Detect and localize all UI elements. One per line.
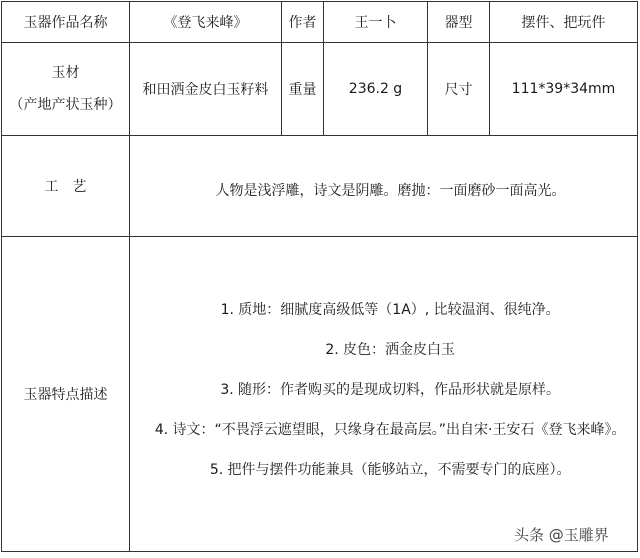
features-label: 玉器特点描述 xyxy=(2,237,130,552)
feature-text: 把件与摆件功能兼具（能够站立，不需要专门的底座）。 xyxy=(227,462,571,478)
type-label: 器型 xyxy=(428,2,490,43)
type-value: 摆件、把玩件 xyxy=(490,2,638,43)
weight-value: 236.2 g xyxy=(324,43,428,136)
features-list xyxy=(130,288,637,500)
material-label-line2: （产地产状玉种） xyxy=(9,97,122,113)
feature-item xyxy=(139,300,637,340)
size-value: 111*39*34mm xyxy=(490,43,638,136)
size-label: 尺寸 xyxy=(428,43,490,136)
source-watermark: 头条 @玉雕界 xyxy=(514,526,609,544)
author-value: 王一卜 xyxy=(324,2,428,43)
material-row xyxy=(2,43,638,136)
feature-item xyxy=(139,420,637,460)
craft-text-cell xyxy=(130,136,638,237)
features-row xyxy=(2,237,638,552)
feature-number: 5. xyxy=(209,462,224,478)
feature-item xyxy=(139,380,637,420)
weight-label: 重量 xyxy=(282,43,324,136)
feature-number: 1. xyxy=(220,302,234,318)
feature-number: 4. xyxy=(154,422,169,438)
craft-label: 工 艺 xyxy=(2,136,130,237)
work-title: 《登飞来峰》 xyxy=(130,2,282,43)
craft-row xyxy=(2,136,638,237)
material-value: 和田洒金皮白玉籽料 xyxy=(130,43,282,136)
features-cell xyxy=(130,237,638,552)
craft-text: 人物是浅浮雕，诗文是阴雕。磨抛：一面磨砂一面高光。 xyxy=(215,183,566,199)
feature-item xyxy=(139,340,637,380)
feature-text: 质地：细腻度高级低等（1A）, 比较温润、很纯净。 xyxy=(238,302,560,318)
feature-text: 随形：作者购买的是现成切料，作品形状就是原样。 xyxy=(238,382,560,398)
feature-text: 诗文：“不畏浮云遮望眼，只缘身在最高层。”出自宋·王安石《登飞来峰》。 xyxy=(172,422,626,438)
feature-number: 3. xyxy=(220,382,234,398)
author-label: 作者 xyxy=(282,2,324,43)
header-row xyxy=(2,2,638,43)
jade-spec-table xyxy=(1,1,638,552)
name-label: 玉器作品名称 xyxy=(2,2,130,43)
feature-item xyxy=(139,460,637,500)
feature-number: 2. xyxy=(325,342,339,358)
feature-text: 皮色：洒金皮白玉 xyxy=(343,342,455,358)
material-label xyxy=(2,43,130,136)
material-label-line1: 玉材 xyxy=(51,65,80,81)
